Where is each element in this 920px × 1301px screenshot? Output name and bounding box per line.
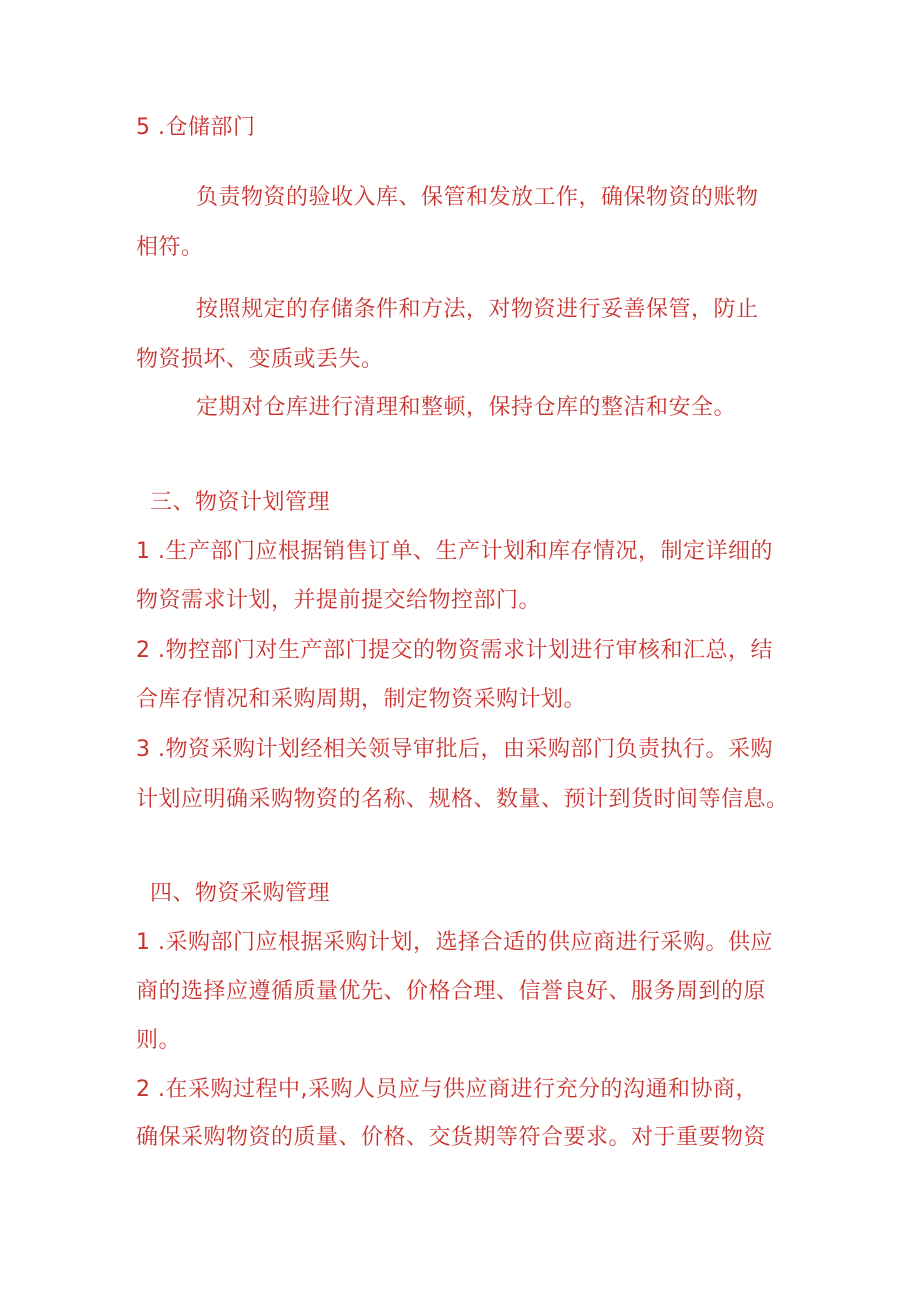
section-5-para-2-line-2: 物资损坏、变质或丢失。 bbox=[136, 347, 384, 372]
section-4-heading: 四、物资采购管理 bbox=[150, 881, 331, 906]
section-4-item-2-line-2: 确保采购物资的质量、价格、交货期等符合要求。对于重要物资 bbox=[136, 1125, 767, 1150]
section-5-para-1-line-2: 相符。 bbox=[136, 235, 204, 260]
section-3-item-2-line-2: 合库存情况和采购周期，制定物资采购计划。 bbox=[136, 687, 587, 712]
section-3-heading: 三、物资计划管理 bbox=[150, 490, 331, 515]
section-5-para-3-line-1: 定期对仓库进行清理和整顿，保持仓库的整洁和安全。 bbox=[196, 395, 737, 420]
section-5-heading: 5 .仓储部门 bbox=[136, 115, 256, 140]
section-5-para-1-line-1: 负责物资的验收入库、保管和发放工作，确保物资的账物 bbox=[196, 185, 759, 210]
section-3-item-1-line-2: 物资需求计划，并提前提交给物控部门。 bbox=[136, 588, 542, 613]
section-5-para-2-line-1: 按照规定的存储条件和方法，对物资进行妥善保管，防止 bbox=[196, 297, 759, 322]
section-3-item-3-line-2: 计划应明确采购物资的名称、规格、数量、预计到货时间等信息。 bbox=[136, 787, 789, 812]
section-3-item-3-line-1: 3 .物资采购计划经相关领导审批后，由采购部门负责执行。采购 bbox=[136, 737, 773, 762]
section-4-item-1-line-1: 1 .采购部门应根据采购计划，选择合适的供应商进行采购。供应 bbox=[136, 930, 773, 955]
section-4-item-1-line-3: 则。 bbox=[136, 1028, 182, 1053]
section-3-item-2-line-1: 2 .物控部门对生产部门提交的物资需求计划进行审核和汇总，结 bbox=[136, 638, 773, 663]
section-4-item-2-line-1: 2 .在采购过程中,采购人员应与供应商进行充分的沟通和协商， bbox=[136, 1077, 758, 1102]
section-4-item-1-line-2: 商的选择应遵循质量优先、价格合理、信誉良好、服务周到的原 bbox=[136, 979, 767, 1004]
section-3-item-1-line-1: 1 .生产部门应根据销售订单、生产计划和库存情况，制定详细的 bbox=[136, 539, 773, 564]
